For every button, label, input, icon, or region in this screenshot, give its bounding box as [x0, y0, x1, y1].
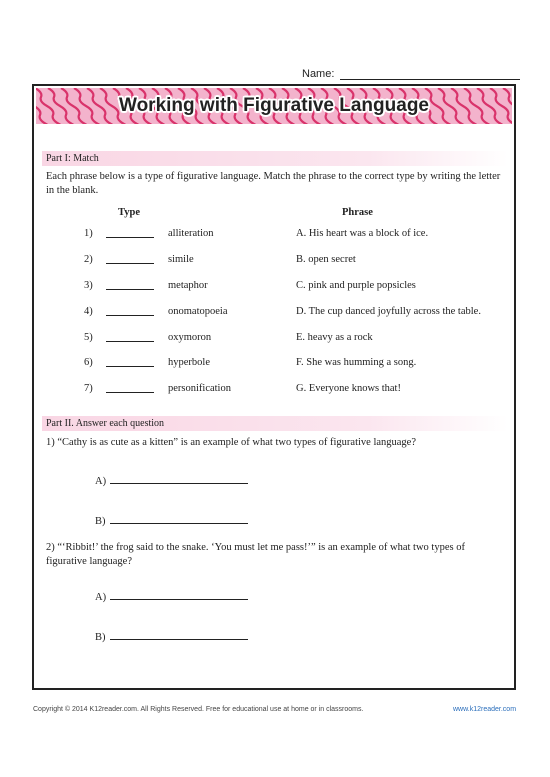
- q2-answer-a[interactable]: [95, 589, 248, 605]
- phrase-label: D. The cup danced joyfully across the table.: [296, 306, 481, 317]
- part1-instructions: Each phrase below is a type of figurative language. Match the phrase to the correct type by writing the letter in the blank.: [46, 171, 501, 196]
- name-field[interactable]: [302, 68, 520, 80]
- q1-answer-a[interactable]: [95, 473, 248, 489]
- answer-blank[interactable]: [106, 227, 154, 243]
- answer-b-label: B): [95, 516, 106, 527]
- copyright-text: Copyright © 2014 K12reader.com. All Rights Reserved. Free for educational use at home or in classrooms.: [33, 706, 364, 713]
- col-type-header: Type: [118, 207, 140, 218]
- answer-b-label: B): [95, 632, 106, 643]
- answer-line[interactable]: [110, 513, 248, 524]
- row-number: 3): [84, 280, 93, 291]
- type-label: onomatopoeia: [168, 306, 228, 317]
- answer-blank[interactable]: [106, 279, 154, 295]
- part2-heading: Part II. Answer each question: [42, 416, 508, 431]
- type-label: metaphor: [168, 280, 208, 291]
- type-label: hyperbole: [168, 357, 210, 368]
- question-2: 2) “‘Ribbit!’ the frog said to the snake. ‘You must let me pass!’” is an example of what two types of figurative language?: [46, 542, 465, 567]
- q2-answer-b[interactable]: [95, 629, 248, 645]
- answer-line[interactable]: [110, 629, 248, 640]
- part1-heading: Part I: Match: [42, 151, 508, 166]
- phrase-label: B. open secret: [296, 254, 356, 265]
- type-label: oxymoron: [168, 332, 212, 343]
- answer-blank[interactable]: [106, 356, 154, 372]
- row-number: 4): [84, 306, 93, 317]
- name-label: Name:: [302, 68, 335, 80]
- answer-a-label: A): [95, 592, 107, 603]
- row-number: 7): [84, 383, 93, 394]
- q1-answer-b[interactable]: [95, 513, 248, 529]
- type-label: personification: [168, 383, 231, 394]
- answer-line[interactable]: [110, 473, 248, 484]
- footer-link[interactable]: www.k12reader.com: [453, 706, 517, 713]
- answer-blank[interactable]: [106, 253, 154, 269]
- phrase-label: G. Everyone knows that!: [296, 383, 401, 394]
- answer-line[interactable]: [110, 589, 248, 600]
- name-line[interactable]: [340, 68, 520, 80]
- row-number: 2): [84, 254, 93, 265]
- answer-blank[interactable]: [106, 382, 154, 398]
- type-label: alliteration: [168, 228, 214, 239]
- row-number: 6): [84, 357, 93, 368]
- col-phrase-header: Phrase: [342, 207, 373, 218]
- phrase-label: E. heavy as a rock: [296, 332, 373, 343]
- row-number: 5): [84, 332, 93, 343]
- page-title: Working with Figurative Language: [118, 95, 429, 116]
- question-1: 1) “Cathy is as cute as a kitten” is an example of what two types of figurative language?: [46, 437, 417, 448]
- type-label: simile: [168, 254, 194, 265]
- answer-a-label: A): [95, 476, 107, 487]
- row-number: 1): [84, 228, 93, 239]
- phrase-label: C. pink and purple popsicles: [296, 280, 416, 291]
- answer-blank[interactable]: [106, 305, 154, 321]
- title-banner: [36, 88, 512, 124]
- answer-blank[interactable]: [106, 331, 154, 347]
- phrase-label: A. His heart was a block of ice.: [296, 228, 429, 239]
- phrase-label: F. She was humming a song.: [296, 357, 417, 368]
